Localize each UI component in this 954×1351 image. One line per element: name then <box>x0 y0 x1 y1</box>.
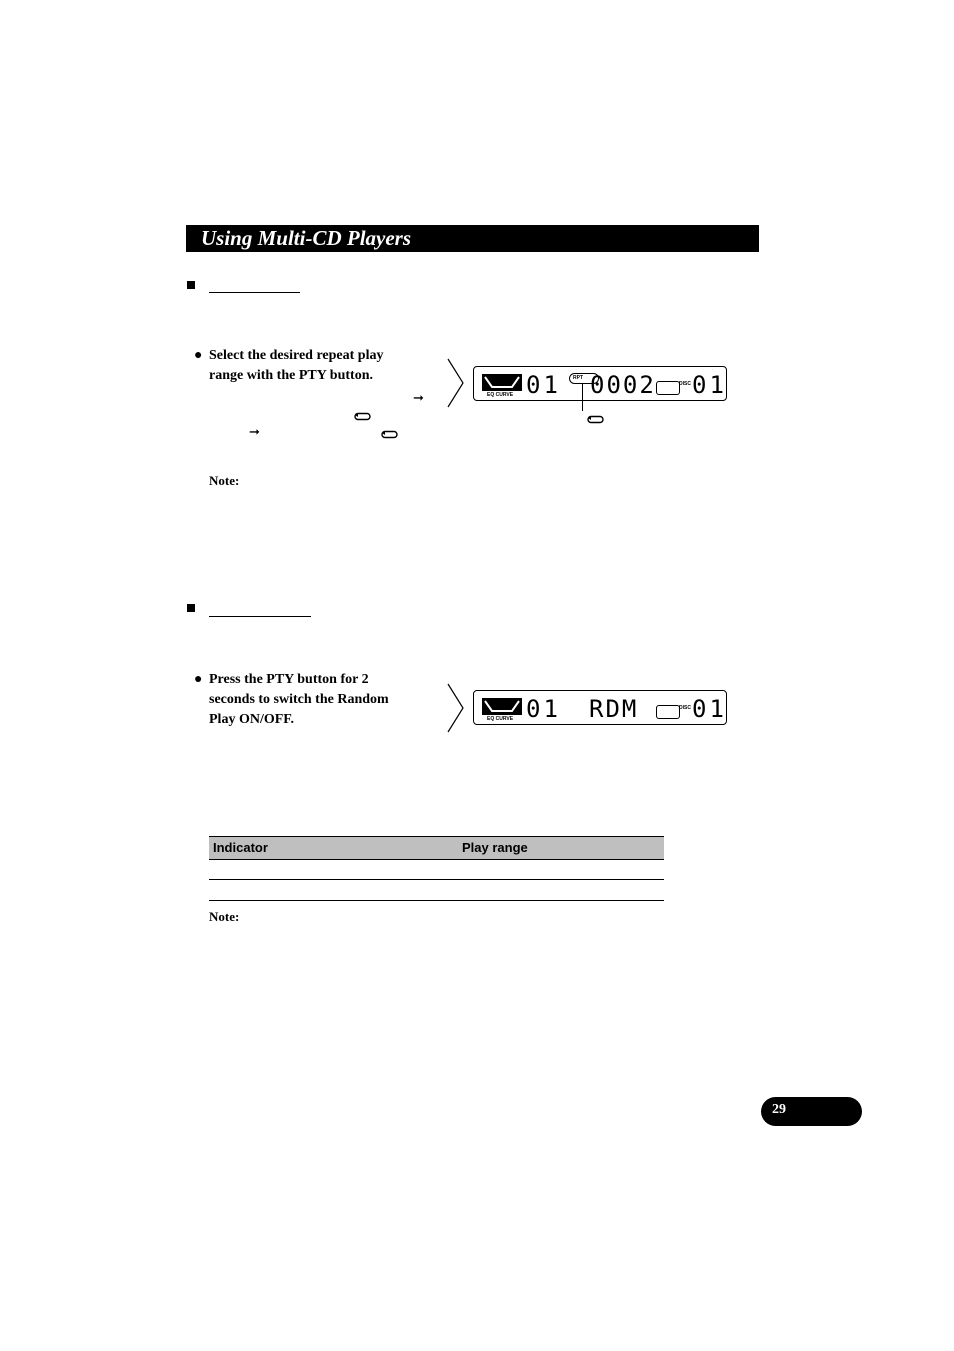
page-number: 29 <box>772 1102 786 1117</box>
page-title: Using Multi-CD Players <box>201 226 412 250</box>
random-mode-readout: RDM <box>589 695 639 723</box>
disc-frame <box>656 381 680 395</box>
section-marker-random <box>187 604 195 612</box>
disc-label: DISC <box>679 705 691 711</box>
eq-curve-label: EQ CURVE <box>487 716 514 722</box>
lcd-display-random <box>473 690 727 725</box>
rpt-label: RPT <box>573 375 583 381</box>
arrow-right-icon: ➞ <box>413 390 424 405</box>
disc-number-readout: 01 <box>692 371 727 399</box>
section-marker-repeat <box>187 281 195 289</box>
repeat-instruction-line-1: Select the desired repeat play <box>209 348 384 363</box>
eq-curve-label: EQ CURVE <box>487 392 514 398</box>
arrow-right-icon: ➞ <box>249 424 260 439</box>
section-title-bar <box>186 225 759 252</box>
random-heading-underline <box>209 616 311 617</box>
repeat-icon <box>381 430 399 439</box>
bullet-dot: ● <box>194 672 203 687</box>
repeat-heading-underline <box>209 292 300 293</box>
column-header-indicator: Indicator <box>213 840 268 855</box>
random-instruction <box>209 670 389 730</box>
disc-frame <box>656 705 680 719</box>
repeat-instruction <box>209 346 383 386</box>
lcd-display-repeat <box>473 366 727 401</box>
pointer-chevron-icon <box>447 358 465 408</box>
repeat-icon <box>354 412 372 421</box>
bullet-dot: ● <box>194 348 203 363</box>
repeat-instruction-line-2: range with the PTY button. <box>209 368 373 383</box>
table-row-divider <box>209 900 664 901</box>
note-label: Note: <box>209 909 240 924</box>
disc-number-readout: 01 <box>692 695 727 723</box>
random-instruction-line-2: seconds to switch the Random <box>209 692 389 707</box>
column-header-play-range: Play range <box>462 840 528 855</box>
disc-label: DISC <box>679 381 691 387</box>
track-number-readout: 01 <box>526 371 561 399</box>
pointer-chevron-icon <box>447 683 465 733</box>
play-time-readout: 0002 <box>590 371 656 399</box>
random-instruction-line-3: Play ON/OFF. <box>209 712 295 727</box>
page-number-badge <box>761 1097 862 1126</box>
random-instruction-line-1: Press the PTY button for 2 <box>209 672 369 687</box>
track-number-readout: 01 <box>526 695 561 723</box>
table-header <box>209 836 664 860</box>
table-row-divider <box>209 879 664 880</box>
note-label: Note: <box>209 473 240 488</box>
callout-line <box>582 383 583 411</box>
repeat-icon <box>587 415 605 424</box>
